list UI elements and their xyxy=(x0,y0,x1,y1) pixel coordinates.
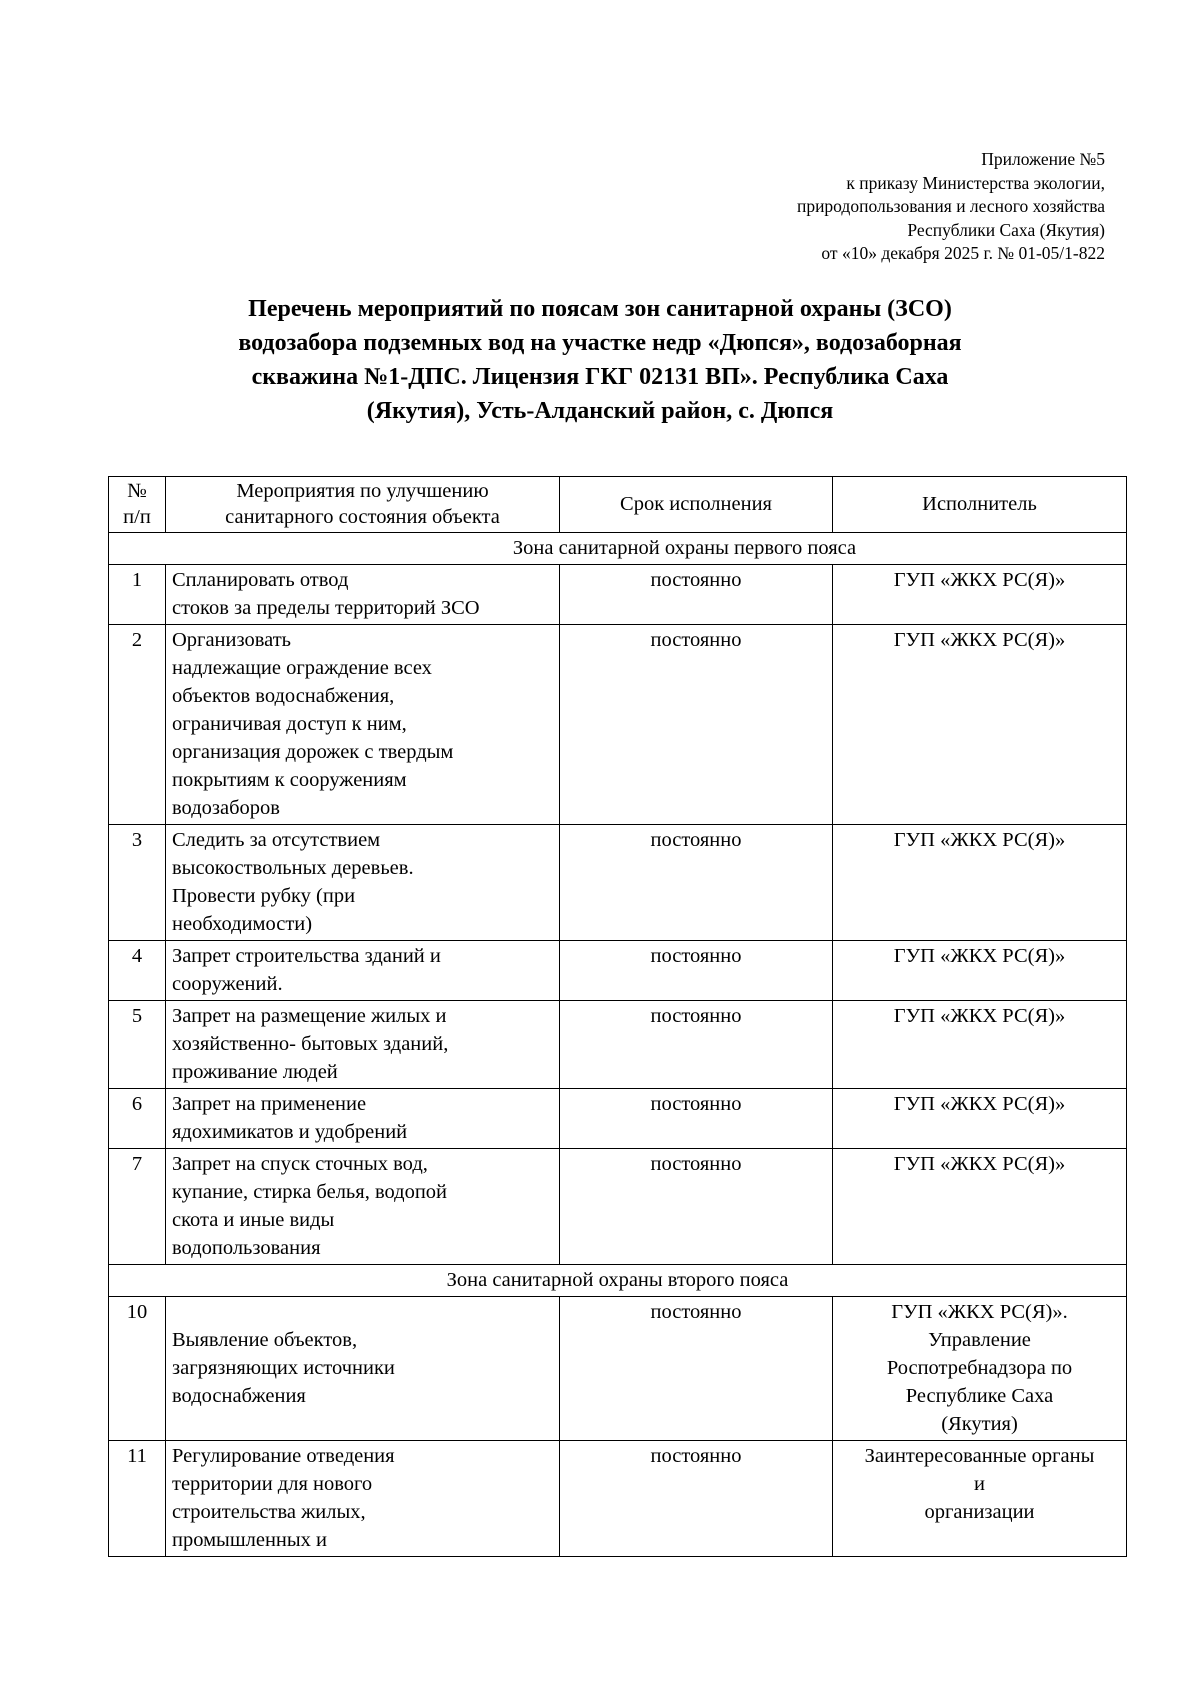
measure-line: объектов водоснабжения, xyxy=(172,685,395,707)
executor-cell xyxy=(833,625,1127,825)
appendix-line: от «10» декабря 2025 г. № 01-05/1-822 xyxy=(821,243,1105,263)
measures-table xyxy=(108,476,1127,1557)
executor-cell xyxy=(833,1149,1127,1265)
executor-line: ГУП «ЖКХ РС(Я)» xyxy=(893,945,1066,967)
executor-line: ГУП «ЖКХ РС(Я)» xyxy=(893,829,1066,851)
row-number: 10 xyxy=(109,1297,166,1441)
executor-cell xyxy=(833,941,1127,1001)
appendix-line: к приказу Министерства экологии, xyxy=(846,172,1105,193)
term-cell: постоянно xyxy=(560,625,833,825)
measure-line: водопользования xyxy=(172,1237,321,1259)
executor-cell xyxy=(833,1089,1127,1149)
title-line: Перечень мероприятий по поясам зон санитарной охраны (ЗСО) xyxy=(248,296,952,322)
title-line: водозабора подземных вод на участке недр «Дюпся», водозаборная xyxy=(238,330,962,356)
header-executor: Исполнитель xyxy=(833,477,1127,533)
term-cell: постоянно xyxy=(560,1149,833,1265)
table-row xyxy=(109,941,1127,1001)
executor-line: организации xyxy=(924,1501,1035,1523)
measure-cell xyxy=(166,565,560,625)
measure-line: Запрет на размещение жилых и xyxy=(172,1005,447,1027)
row-number: 3 xyxy=(109,825,166,941)
measure-cell xyxy=(166,625,560,825)
term-cell: постоянно xyxy=(560,1441,833,1557)
measure-line: загрязняющих источники xyxy=(172,1357,395,1379)
measure-line: ядохимикатов и удобрений xyxy=(172,1121,408,1143)
measure-line: организация дорожек с твердым xyxy=(172,741,454,763)
title-line: (Якутия), Усть-Алданский район, с. Дюпся xyxy=(366,398,834,424)
executor-cell xyxy=(833,1297,1127,1441)
zone-heading: Зона санитарной охраны первого пояса xyxy=(109,533,1127,565)
measure-line: высокоствольных деревьев. xyxy=(172,857,414,879)
executor-cell xyxy=(833,1441,1127,1557)
executor-line: ГУП «ЖКХ РС(Я)». xyxy=(891,1301,1068,1323)
measure-line: Организовать xyxy=(172,629,292,651)
measure-cell xyxy=(166,1441,560,1557)
table-row xyxy=(109,1441,1127,1557)
row-number: 6 xyxy=(109,1089,166,1149)
measure-cell xyxy=(166,1001,560,1089)
measure-cell xyxy=(166,1297,560,1441)
table-row xyxy=(109,625,1127,825)
zone-heading: Зона санитарной охраны второго пояса xyxy=(109,1265,1127,1297)
table-row xyxy=(109,825,1127,941)
measure-line: Запрет на применение xyxy=(172,1093,367,1115)
measure-line: сооружений. xyxy=(172,973,283,995)
measure-line: хозяйственно- бытовых зданий, xyxy=(172,1033,449,1055)
measure-line: проживание людей xyxy=(172,1061,338,1083)
measure-cell xyxy=(166,1149,560,1265)
executor-line: ГУП «ЖКХ РС(Я)» xyxy=(893,569,1066,591)
measure-line: Провести рубку (при xyxy=(172,885,356,907)
term-cell: постоянно xyxy=(560,1001,833,1089)
executor-line: и xyxy=(974,1473,985,1495)
measure-line: водозаборов xyxy=(172,797,280,819)
executor-line: ГУП «ЖКХ РС(Я)» xyxy=(893,1153,1066,1175)
executor-cell xyxy=(833,1001,1127,1089)
executor-line: ГУП «ЖКХ РС(Я)» xyxy=(893,629,1066,651)
executor-line: Заинтересованные органы xyxy=(864,1445,1095,1467)
appendix-line: природопользования и лесного хозяйства xyxy=(796,196,1105,216)
header-measure xyxy=(166,477,560,533)
zone-row xyxy=(109,1265,1127,1297)
executor-cell xyxy=(833,565,1127,625)
table-row xyxy=(109,565,1127,625)
measure-line: купание, стирка белья, водопой xyxy=(172,1181,448,1203)
header-measure-line: санитарного состояния объекта xyxy=(225,506,500,528)
header-measure-line: Мероприятия по улучшению xyxy=(236,480,489,502)
row-number: 5 xyxy=(109,1001,166,1089)
appendix-line: Республики Саха (Якутия) xyxy=(907,219,1105,240)
executor-cell xyxy=(833,825,1127,941)
measure-cell xyxy=(166,1089,560,1149)
measure-line: Выявление объектов, xyxy=(172,1329,358,1351)
document-title xyxy=(140,292,1060,428)
row-number: 11 xyxy=(109,1441,166,1557)
appendix-block xyxy=(797,148,1105,266)
term-cell: постоянно xyxy=(560,825,833,941)
measure-line: Спланировать отвод xyxy=(172,569,349,591)
measure-line: покрытиям к сооружениям xyxy=(172,769,407,791)
measure-line: строительства жилых, xyxy=(172,1501,366,1523)
executor-line: ГУП «ЖКХ РС(Я)» xyxy=(893,1093,1066,1115)
zone2-section xyxy=(109,1265,1127,1557)
appendix-line: Приложение №5 xyxy=(981,149,1105,169)
table-row xyxy=(109,1149,1127,1265)
measure-line: скота и иные виды xyxy=(172,1209,335,1231)
measure-cell xyxy=(166,825,560,941)
measure-line: Запрет строительства зданий и xyxy=(172,945,441,967)
header-num xyxy=(109,477,166,533)
row-number: 4 xyxy=(109,941,166,1001)
measure-line: территории для нового xyxy=(172,1473,373,1495)
executor-line: Республике Саха xyxy=(905,1385,1054,1407)
title-line: скважина №1-ДПС. Лицензия ГКГ 02131 ВП». Республика Саха xyxy=(251,364,949,390)
measure-line: промышленных и xyxy=(172,1529,328,1551)
measure-line: ограничивая доступ к ним, xyxy=(172,713,407,735)
measure-line: надлежащие ограждение всех xyxy=(172,657,432,679)
measure-line: Регулирование отведения xyxy=(172,1445,395,1467)
row-number: 1 xyxy=(109,565,166,625)
table-header-row xyxy=(109,477,1127,533)
executor-line: ГУП «ЖКХ РС(Я)» xyxy=(893,1005,1066,1027)
row-number: 7 xyxy=(109,1149,166,1265)
measure-line: водоснабжения xyxy=(172,1385,306,1407)
table-row xyxy=(109,1089,1127,1149)
row-number: 2 xyxy=(109,625,166,825)
zone1-section xyxy=(109,533,1127,1265)
executor-line: (Якутия) xyxy=(941,1413,1018,1435)
executor-line: Роспотребнадзора по xyxy=(886,1357,1073,1379)
term-cell: постоянно xyxy=(560,565,833,625)
measure-line: Следить за отсутствием xyxy=(172,829,381,851)
table-row xyxy=(109,1001,1127,1089)
term-cell: постоянно xyxy=(560,1089,833,1149)
table-row xyxy=(109,1297,1127,1441)
header-term: Срок исполнения xyxy=(560,477,833,533)
measure-line: необходимости) xyxy=(172,913,313,935)
zone-row xyxy=(109,533,1127,565)
executor-line: Управление xyxy=(928,1329,1031,1351)
measure-line: Запрет на спуск сточных вод, xyxy=(172,1153,428,1175)
term-cell: постоянно xyxy=(560,1297,833,1441)
header-num-line: п/п xyxy=(123,506,151,528)
term-cell: постоянно xyxy=(560,941,833,1001)
header-num-line: № xyxy=(127,480,147,502)
measure-cell xyxy=(166,941,560,1001)
measure-line: стоков за пределы территорий ЗСО xyxy=(172,597,480,619)
